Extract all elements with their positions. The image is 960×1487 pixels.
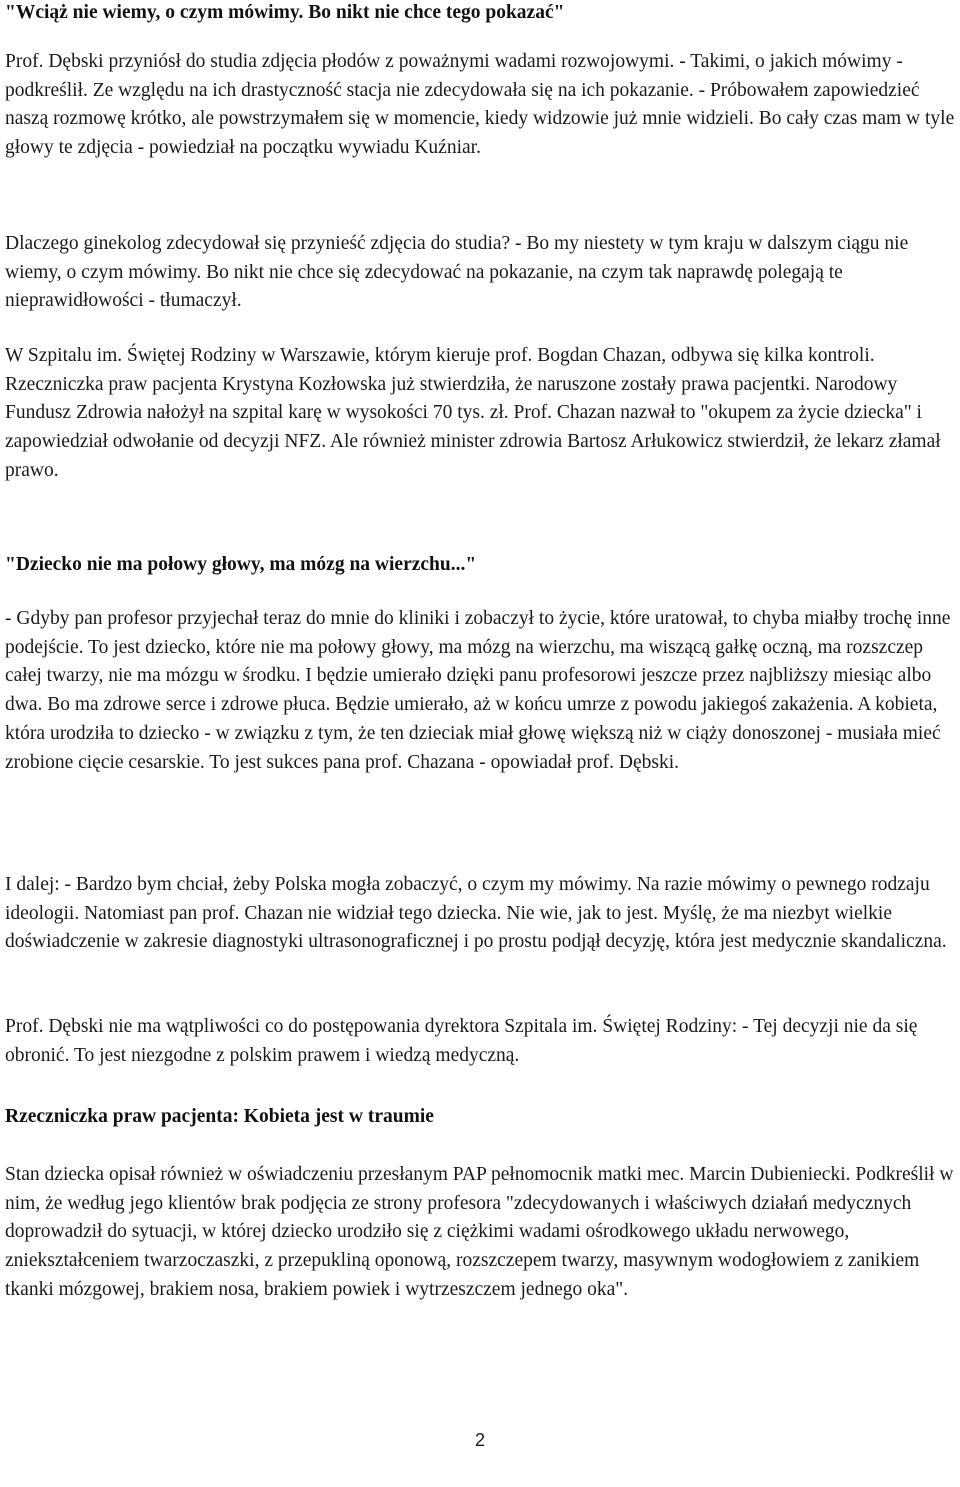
section-heading: "Wciąż nie wiemy, o czym mówimy. Bo nikt nie chce tego pokazać" (5, 2, 565, 23)
paragraph: Stan dziecka opisał również w oświadczeniu przesłanym PAP pełnomocnik matki mec. Marcin Dubieniecki. Podkreślił w nim, że według jego klientów brak podjęcia ze strony profesora "zdecydowanych i właściwych działań medycznych doprowadził do sytuacji, w której dziecko urodziło się z ciężkimi wadami ośrodkowego układu nerwowego, zniekształceniem twarzoczaszki, z przepukliną oponową, rozszczepem twarzy, masywnym wodogłowiem z zanikiem tkanki mózgowej, brakiem nosa, brakiem powiek i wytrzeszczem jednego oka". (5, 1164, 954, 1300)
paragraph: W Szpitalu im. Świętej Rodziny w Warszawie, którym kieruje prof. Bogdan Chazan, odbywa się kilka kontroli. Rzeczniczka praw pacjenta Krystyna Kozłowska już stwierdziła, że naruszone zostały prawa pacjentki. Narodowy Fundusz Zdrowia nałożył na szpital karę w wysokości 70 tys. zł. Prof. Chazan nazwał to "okupem za życie dziecka" i zapowiedział odwołanie od decyzji NFZ. Ale również minister zdrowia Bartosz Arłukowicz stwierdził, że lekarz złamał prawo. (5, 345, 941, 481)
section-heading: "Dziecko nie ma połowy głowy, ma mózg na wierzchu..." (5, 554, 477, 575)
paragraph: I dalej: - Bardzo bym chciał, żeby Polska mogła zobaczyć, o czym my mówimy. Na razie mówimy o pewnego rodzaju ideologii. Natomiast pan prof. Chazan nie widział tego dziecka. Nie wie, jak to jest. Myślę, że ma niezbyt wielkie doświadczenie w zakresie diagnostyki ultrasonograficznej i po prostu podjął decyzję, która jest medycznie skandaliczna. (5, 874, 947, 953)
section-heading: Rzeczniczka praw pacjenta: Kobieta jest w traumie (5, 1106, 434, 1127)
paragraph: Prof. Dębski nie ma wątpliwości co do postępowania dyrektora Szpitala im. Świętej Rodziny: - Tej decyzji nie da się obronić. To jest niezgodne z polskim prawem i wiedzą medyczną. (5, 1016, 918, 1066)
paragraph: - Gdyby pan profesor przyjechał teraz do mnie do kliniki i zobaczył to życie, które uratował, to chyba miałby trochę inne podejście. To jest dziecko, które nie ma połowy głowy, ma mózg na wierzchu, ma wiszącą gałkę oczną, ma rozszczep całej twarzy, nie ma mózgu w środku. I będzie umierało dzięki panu profesorowi jeszcze przez najbliższy miesiąc albo dwa. Bo ma zdrowe serce i zdrowe płuca. Będzie umierało, aż w końcu umrze z powodu jakiegoś zakażenia. A kobieta, która urodziła to dziecko - w związku z tym, że ten dzieciak miał głowę większą niż w ciąży donoszonej - musiała mieć zrobione cięcie cesarskie. To jest sukces pana prof. Chazana - opowiadał prof. Dębski. (5, 608, 951, 773)
paragraph: Prof. Dębski przyniósł do studia zdjęcia płodów z poważnymi wadami rozwojowymi. - Takimi, o jakich mówimy - podkreślił. Ze względu na ich drastyczność stacja nie zdecydowała się na ich pokazanie. - Próbowałem zapowiedzieć naszą rozmowę krótko, ale powstrzymałem się w momencie, kiedy widzowie już mnie widzieli. Bo cały czas mam w tyle głowy te zdjęcia - powiedział na początku wywiadu Kuźniar. (5, 51, 955, 159)
paragraph: Dlaczego ginekolog zdecydował się przynieść zdjęcia do studia? - Bo my niestety w tym kraju w dalszym ciągu nie wiemy, o czym mówimy. Bo nikt nie chce się zdecydować na pokazanie, na czym tak naprawdę polegają te nieprawidłowości - tłumaczył. (5, 233, 909, 312)
page-number: 2 (474, 1430, 485, 1450)
